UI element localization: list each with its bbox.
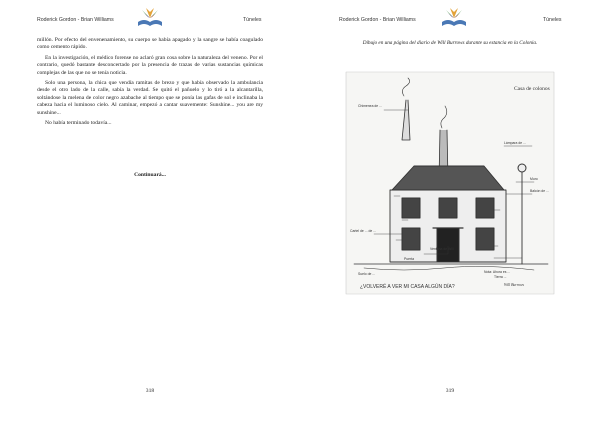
house-sketch xyxy=(344,70,556,296)
sketch-label: Chimenea de ... xyxy=(358,104,382,108)
paragraph: Solo una persona, la chica que vendía ramitas de brezo y que había observado la ambulancia desde el otro lado de la calle, sabía la verdad. Se quitó el pañuelo y lo tiró a la alcantarilla, soltándose la melena de color negro azabache al tiempo que se ponía las gafas de sol e inclinaba la cabeza hacia el luminoso cielo. Al caminar, empezó a cantar suavemente: Sunshine... you are my sunshine... xyxy=(37,80,263,116)
paragraph: No había terminado todavía... xyxy=(45,120,112,127)
sketch-label: Balcón de ... xyxy=(530,189,549,193)
figure-caption: Dibujo en una página del diario de Will Burrows durante su estancia en la Colonia. xyxy=(362,40,538,46)
page-number: 319 xyxy=(445,388,455,394)
right-page xyxy=(300,0,600,424)
header-title: Túneles xyxy=(543,17,562,23)
header-author: Roderick Gordon - Brian Williams xyxy=(37,17,114,23)
sketch-label: Puerta xyxy=(404,257,414,261)
sketch-label: Tierra ... xyxy=(494,275,507,279)
open-book-flower-icon xyxy=(440,6,468,30)
paragraph: En la investigación, el médico forense no aclaró gran cosa sobre la naturaleza del veneno. Por el contrario, quedó bastante desconcertado por la presencia de trazas de varias sustancias químicas complejas de las que no se tenía noticia. xyxy=(37,54,263,76)
sketch-label: Cartel de ... de ... xyxy=(350,229,377,233)
continued-label: Continuará... xyxy=(134,172,166,178)
sketch-label: Lámpara de ... xyxy=(504,141,526,145)
open-book-flower-icon xyxy=(136,6,164,30)
paragraph: millón. Por efecto del envenenamiento, su cuerpo se había apagado y la sangre se había coagulado como cemento rápido. xyxy=(37,37,263,51)
sketch-label: Suelo de ... xyxy=(358,272,376,276)
page-number: 318 xyxy=(145,388,155,394)
sketch-label: Nota: Ahora es ... xyxy=(484,270,511,274)
sketch-bottom-text: ¿VOLVERÉ A VER MI CASA ALGÚN DÍA? xyxy=(360,284,455,290)
sketch-title: Casa de colonos xyxy=(514,86,550,92)
sketch-label: Muro xyxy=(530,177,538,181)
sketch-signature: Will Burrows xyxy=(504,283,525,287)
header-title: Túneles xyxy=(243,17,262,23)
body-text xyxy=(37,37,263,130)
sketch-label: Ventana de Will xyxy=(430,247,454,251)
header-author: Roderick Gordon - Brian Williams xyxy=(339,17,416,23)
